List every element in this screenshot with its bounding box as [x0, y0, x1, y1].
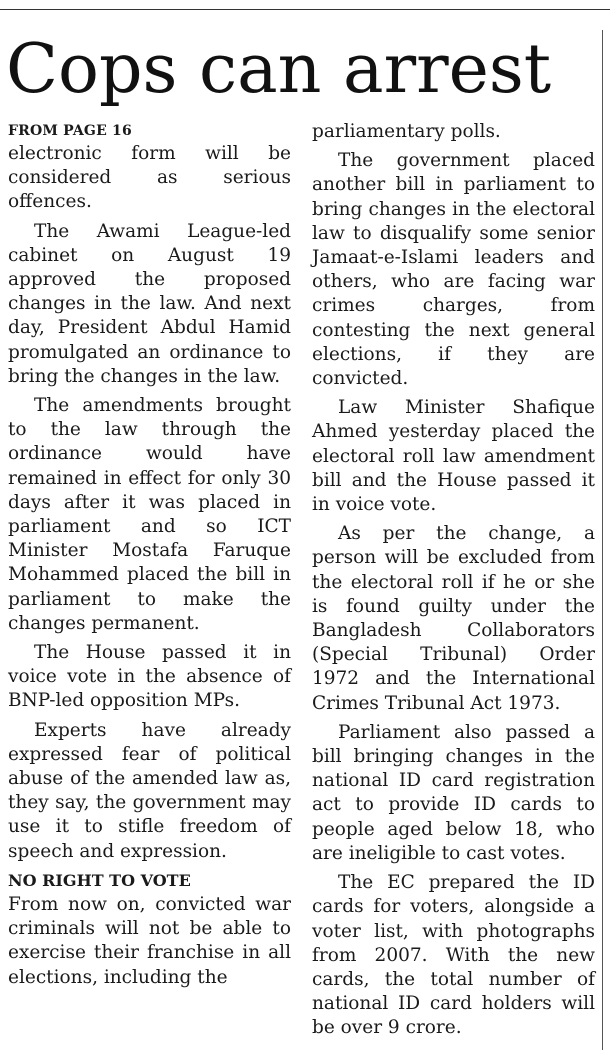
paragraph: Parliament also passed a bill bringing changes in the national ID card registration act to provide ID cards to people aged below 18, who are ineligible to cast votes. — [312, 721, 595, 864]
paragraph: The EC prepared the ID cards for voters, alongside a voter list, with photographs from 2007. With the new cards, the total number of national ID card holders will be over 9 crore. — [312, 872, 595, 1039]
paragraph: The House passed it in voice vote in the absence of BNP-led opposition MPs. — [8, 642, 291, 712]
kicker-from-page: FROM PAGE 16 — [8, 123, 132, 139]
subhead: NO RIGHT TO VOTE — [8, 870, 191, 890]
paragraph: Experts have already expressed fear of political abuse of the amended law as, they say, the government may use it to stifle freedom of speech and expression. — [8, 719, 291, 862]
paragraph-continuation: parliamentary polls. — [312, 121, 501, 142]
paragraph: Law Minister Shafique Ahmed yesterday placed the electoral roll law amendment bill and the House passed it in voice vote. — [312, 397, 595, 516]
right-column — [312, 120, 595, 1046]
column-edge-rule — [602, 30, 603, 1050]
paragraph: The Awami League-led cabinet on August 19 approved the proposed changes in the law. And next day, President Abdul Hamid promulgated an ordinance to bring the changes in the law. — [8, 220, 291, 387]
left-column — [8, 120, 291, 995]
headline: Cops can arrest — [6, 30, 552, 109]
paragraph: From now on, convicted war criminals will not be able to exercise their franchise in all elections, including the — [8, 893, 291, 988]
paragraph: electronic form will be considered as serious offences. — [8, 143, 291, 213]
paragraph: The amendments brought to the law through the ordinance would have remained in effect for only 30 days after it was placed in parliament and so ICT Minister Mostafa Faruque Mohammed placed the bill in parliament to make the changes permanent. — [8, 395, 291, 634]
paragraph: As per the change, a person will be excluded from the electoral roll if he or she is found guilty under the Bangladesh Collaborators (Special Tribunal) Order 1972 and the International Crimes Tribunal Act 1973. — [312, 523, 595, 714]
paragraph: The government placed another bill in parliament to bring changes in the electoral law to disqualify some senior Jamaat-e-Islami leaders and others, who are facing war crimes charges, from contesting the next general elections, if they are convicted. — [312, 150, 595, 390]
top-rule — [0, 9, 610, 10]
